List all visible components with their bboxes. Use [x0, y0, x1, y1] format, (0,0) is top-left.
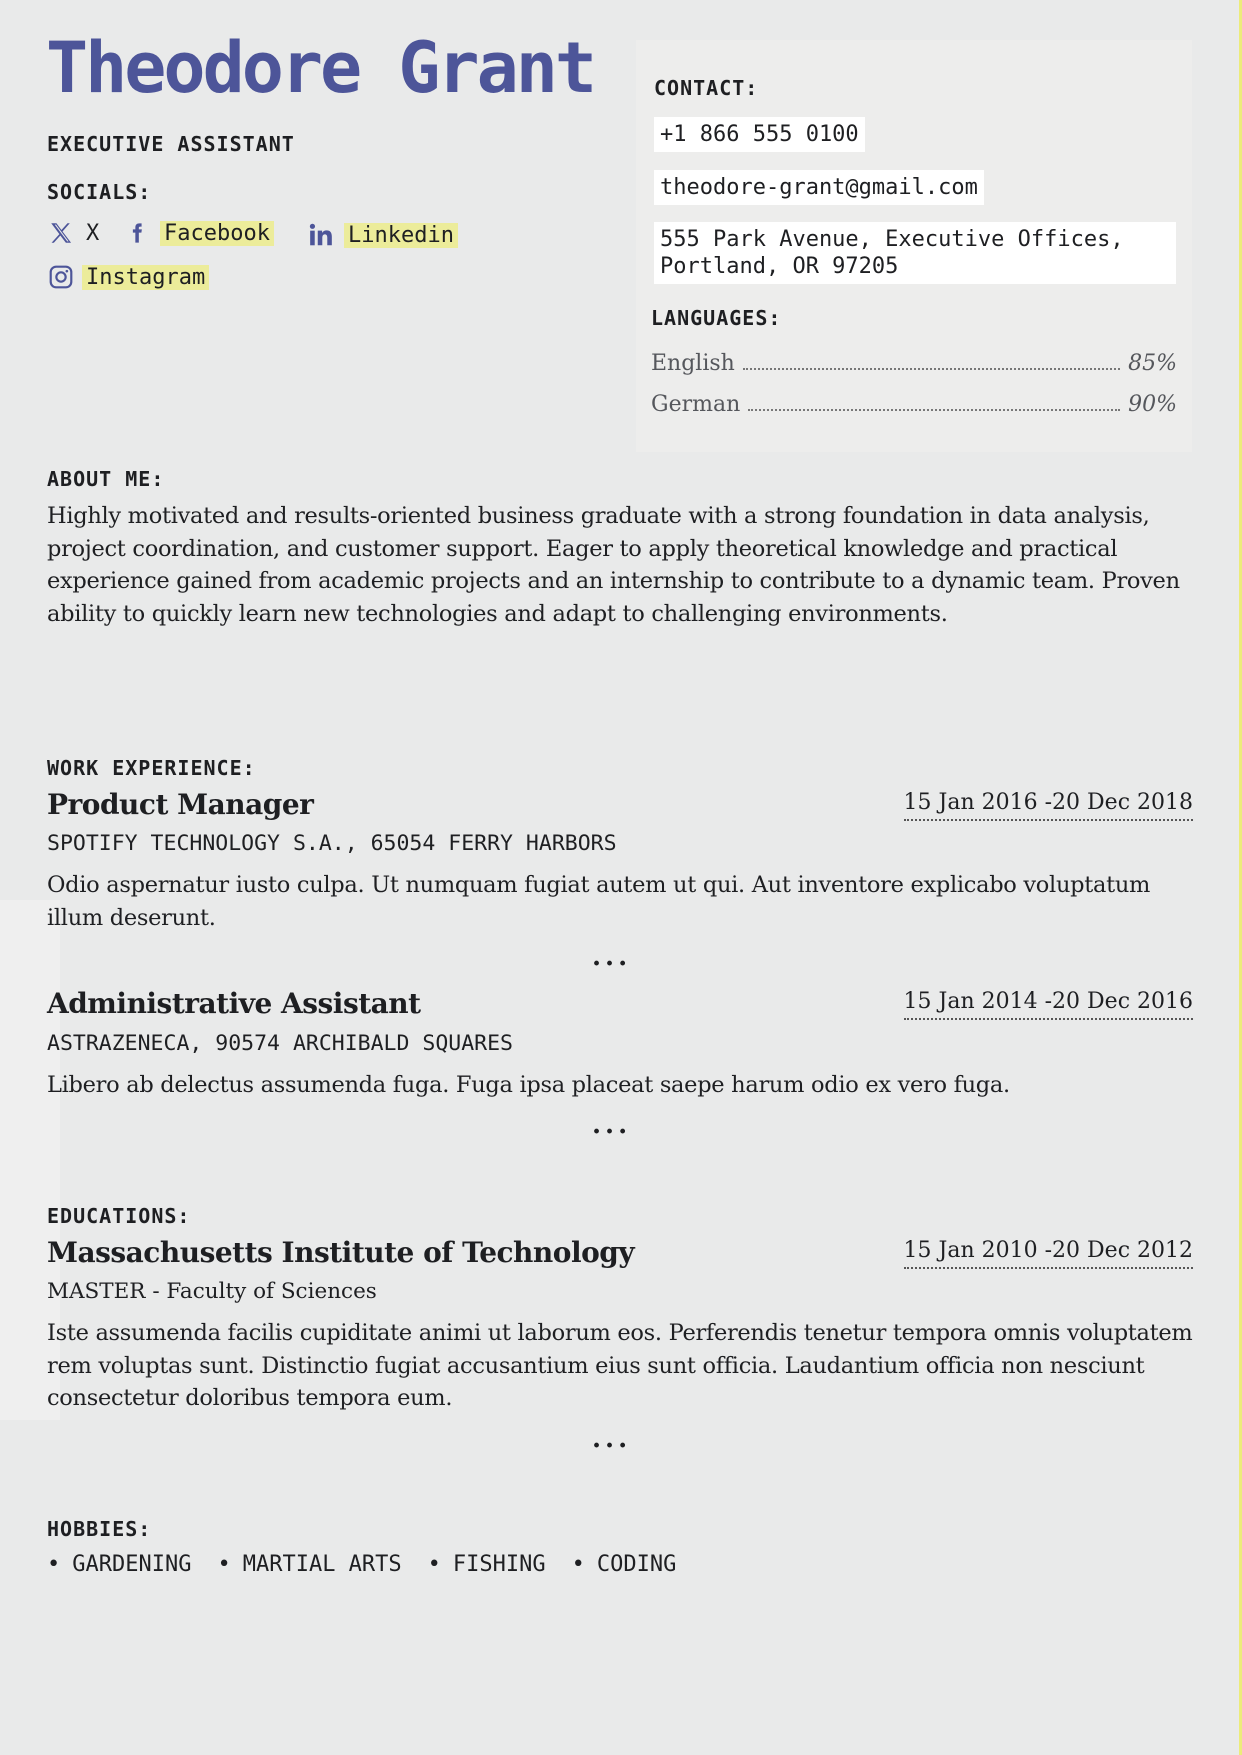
- social-instagram-label: Instagram: [82, 265, 209, 290]
- x-icon: [46, 218, 76, 248]
- education-description: Iste assumenda facilis cupiditate animi ut laborum eos. Perferendis tenetur tempora omnis voluptatem rem voluptas sunt. Distinctio fugiat accusantium eius sunt officia. Laudantium officia non nesciunt consectetur doloribus tempora eum.: [47, 1320, 1193, 1411]
- contact-email[interactable]: theodore-grant@gmail.com: [654, 170, 984, 205]
- socials-heading: SOCIALS:: [47, 180, 152, 204]
- section-separator: ...: [592, 1110, 632, 1140]
- address-line-1: 555 Park Avenue, Executive Offices,: [660, 227, 1124, 252]
- social-linkedin-label: Linkedin: [344, 223, 458, 248]
- job-description: Odio aspernatur iusto culpa. Ut numquam fugiat autem ut qui. Aut inventore explicabo voluptatum illum deserunt.: [47, 872, 1151, 931]
- languages-heading: LANGUAGES:: [651, 306, 782, 330]
- language-level: 85%: [1128, 351, 1177, 376]
- job-title: Product Manager: [47, 788, 314, 821]
- language-name: English: [651, 351, 735, 376]
- education-dates: 15 Jan 2010 -20 Dec 2012: [904, 1238, 1193, 1269]
- contact-address: [654, 222, 1176, 284]
- instagram-icon: [46, 262, 76, 292]
- leader-dots: [743, 368, 1120, 370]
- education-heading: EDUCATIONS:: [47, 1204, 191, 1228]
- job-dates: 15 Jan 2014 -20 Dec 2016: [904, 989, 1193, 1020]
- hobbies-heading: HOBBIES:: [47, 1517, 152, 1541]
- section-separator: ...: [592, 942, 632, 972]
- linkedin-icon: [306, 220, 336, 250]
- education-degree: MASTER - Faculty of Sciences: [47, 1279, 377, 1304]
- social-instagram[interactable]: [46, 262, 209, 292]
- social-facebook[interactable]: [122, 218, 274, 248]
- contact-heading: CONTACT:: [654, 76, 759, 100]
- job-role: EXECUTIVE ASSISTANT: [47, 132, 295, 156]
- job-dates: 15 Jan 2016 -20 Dec 2018: [904, 790, 1193, 821]
- school-name: Massachusetts Institute of Technology: [47, 1236, 635, 1269]
- about-heading: ABOUT ME:: [47, 467, 165, 491]
- work-heading: WORK EXPERIENCE:: [47, 756, 256, 780]
- job-company: SPOTIFY TECHNOLOGY S.A., 65054 FERRY HARBORS: [47, 831, 617, 856]
- language-row: [651, 344, 1177, 376]
- leader-dots: [748, 409, 1120, 411]
- contact-phone[interactable]: +1 866 555 0100: [654, 117, 865, 152]
- language-name: German: [651, 392, 741, 417]
- social-facebook-label: Facebook: [160, 221, 274, 246]
- hobby-item: • MARTIAL ARTS: [217, 1552, 401, 1577]
- address-line-2: Portland, OR 97205: [660, 254, 899, 279]
- about-text: Highly motivated and results-oriented business graduate with a strong foundation in data analysis, project coordination, and customer support. Eager to apply theoretical knowledge and practical experience gained from academic projects and an internship to contribute to a dynamic team. Proven ability to quickly learn new technologies and adapt to challenging environments.: [47, 503, 1180, 627]
- hobbies-list: [47, 1552, 702, 1577]
- facebook-icon: [122, 218, 152, 248]
- language-row: [651, 385, 1177, 417]
- job-company: ASTRAZENECA, 90574 ARCHIBALD SQUARES: [47, 1031, 513, 1056]
- language-level: 90%: [1128, 392, 1177, 417]
- hobby-item: • GARDENING: [47, 1552, 191, 1577]
- job-title: Administrative Assistant: [47, 987, 421, 1020]
- social-x[interactable]: [46, 218, 99, 248]
- hobby-item: • FISHING: [428, 1552, 546, 1577]
- social-x-label: X: [86, 220, 100, 246]
- job-description: Libero ab delectus assumenda fuga. Fuga ipsa placeat saepe harum odio ex vero fuga.: [47, 1072, 1010, 1098]
- candidate-name: Theodore Grant: [46, 27, 595, 109]
- section-separator: ...: [592, 1424, 632, 1454]
- social-linkedin[interactable]: [306, 220, 458, 250]
- hobby-item: • CODING: [572, 1552, 677, 1577]
